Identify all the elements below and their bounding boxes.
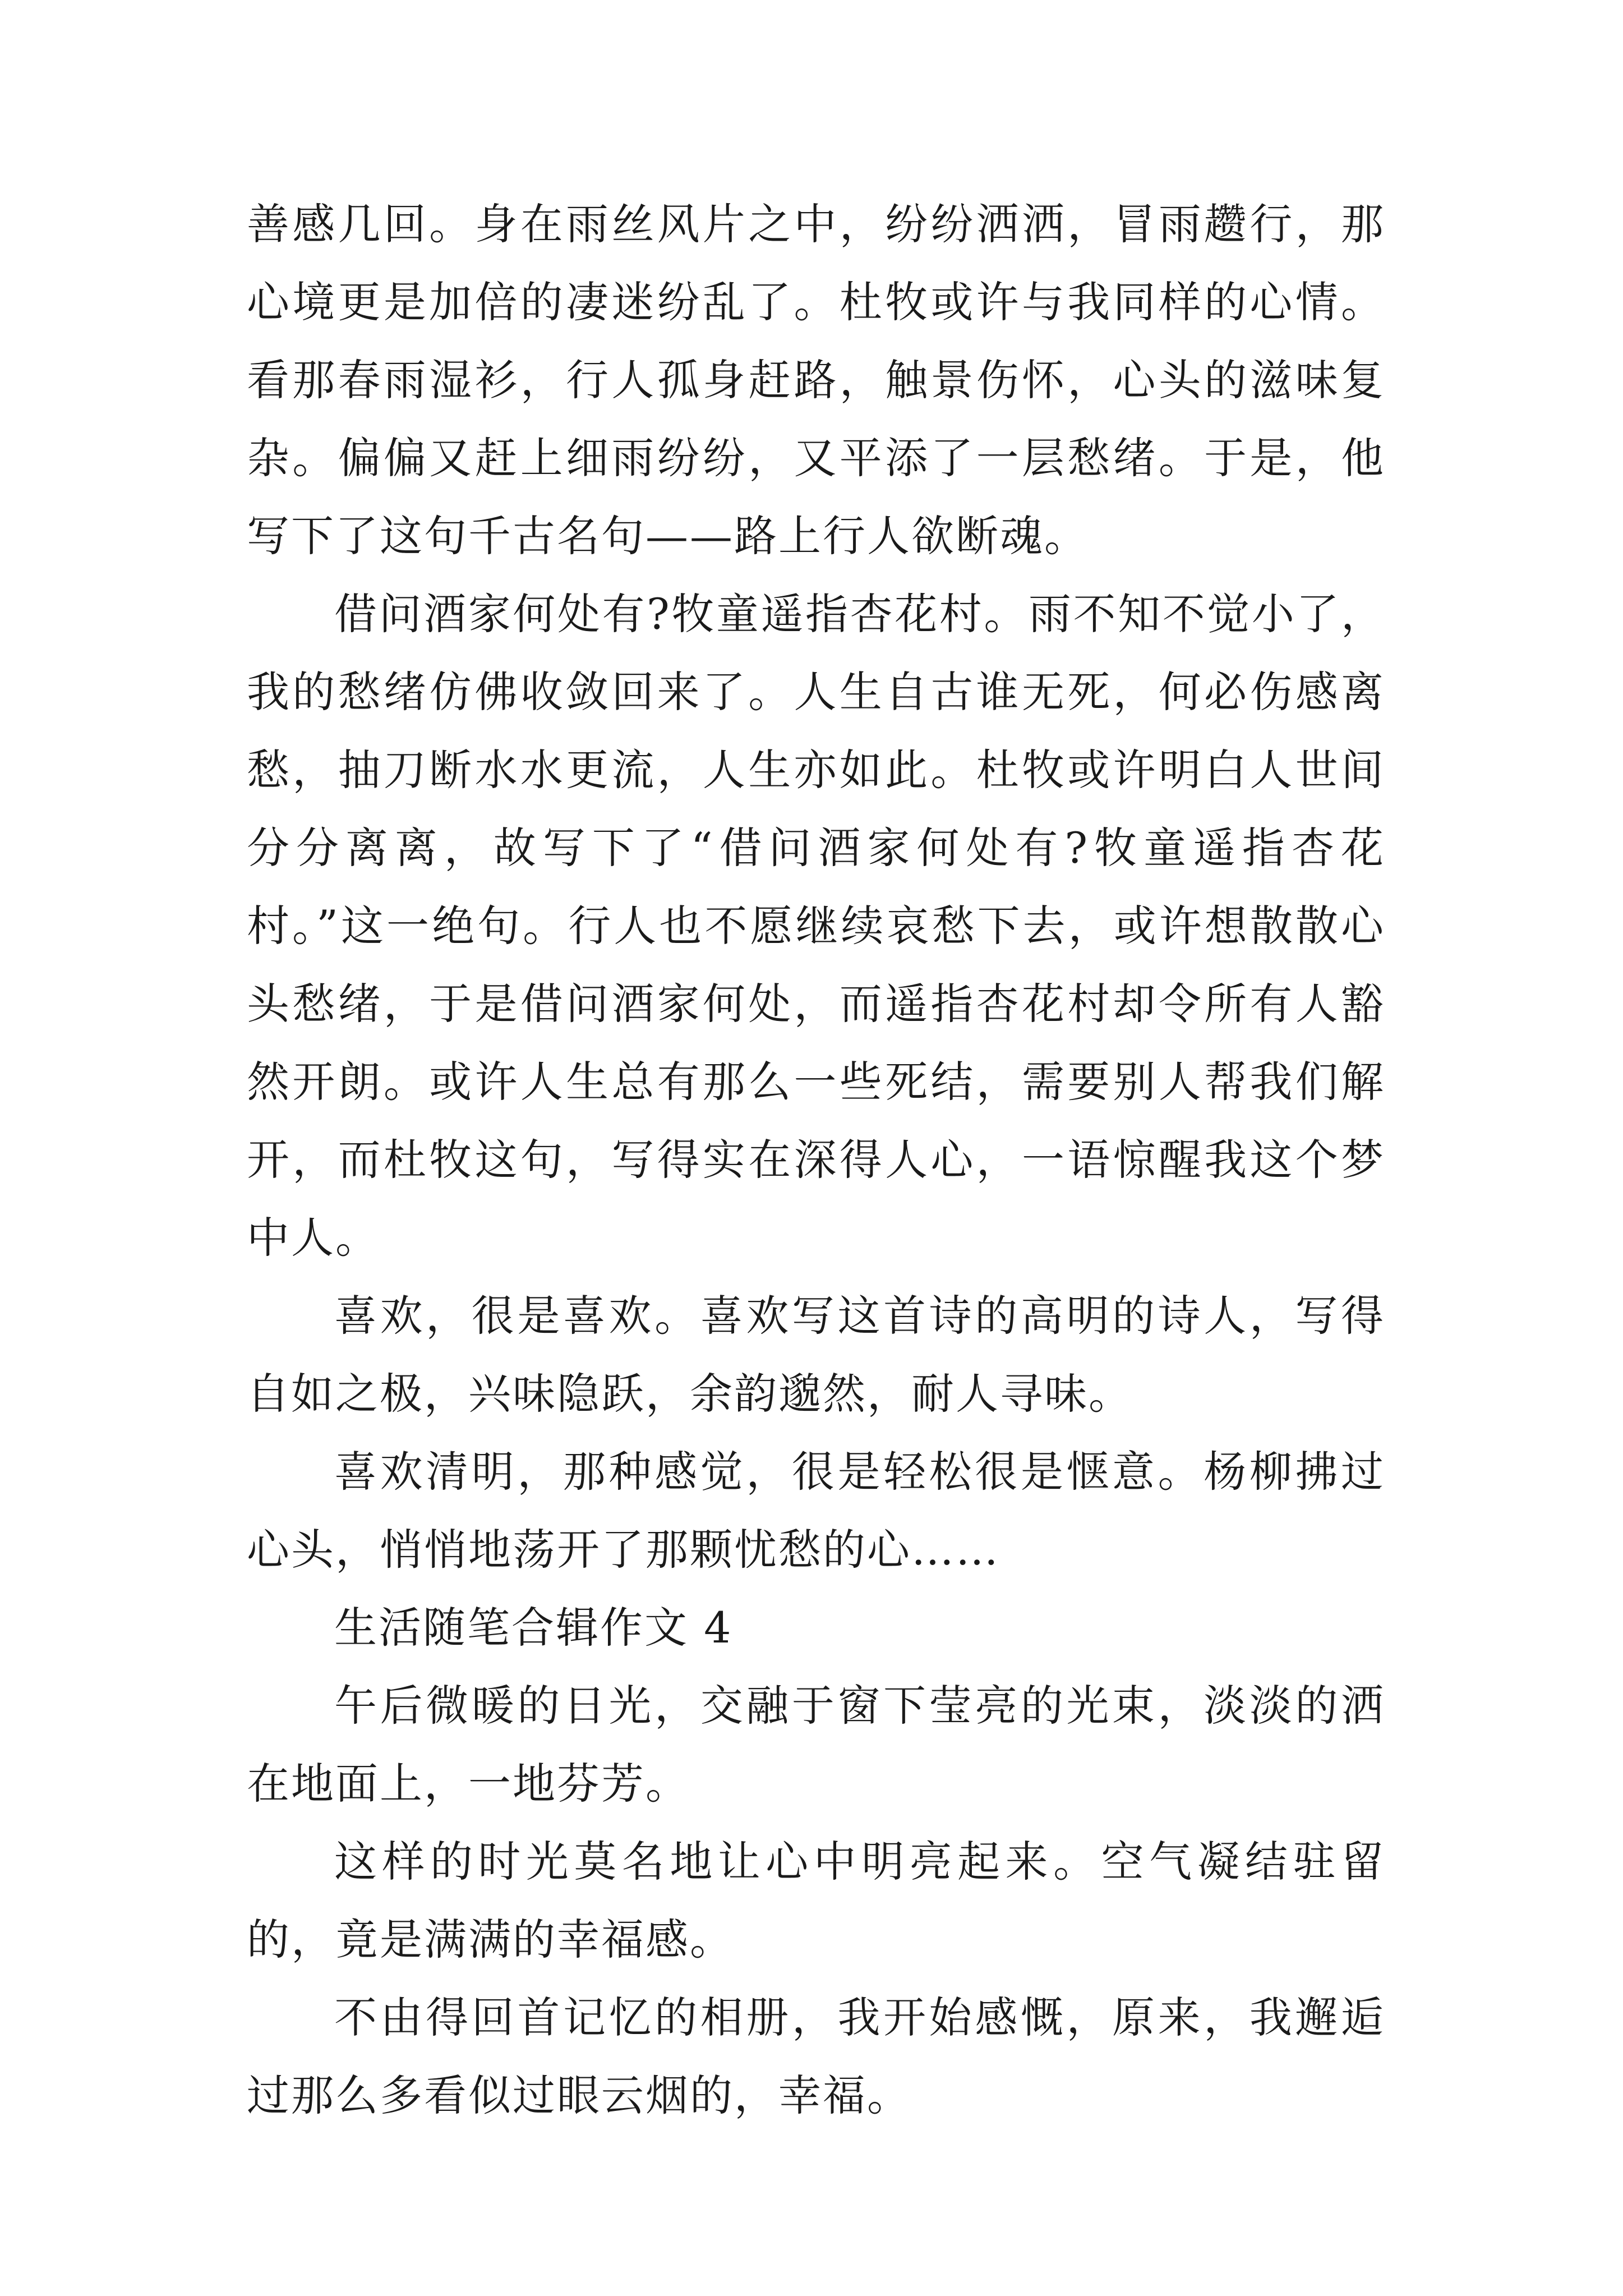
paragraph-huishou: 不由得回首记忆的相册，我开始感慨，原来，我邂逅过那么多看似过眼云烟的，幸福。 <box>247 1993 1385 2120</box>
paragraph-shiguang: 这样的时光莫名地让心中明亮起来。空气凝结驻留的，竟是满满的幸福感。 <box>247 1837 1385 1964</box>
paragraph-xihuan: 喜欢，很是喜欢。喜欢写这首诗的高明的诗人，写得自如之极，兴味隐跃，余韵邈然，耐人寻味。 <box>247 1291 1385 1419</box>
paragraph-jiewen-jiujia: 借问酒家何处有?牧童遥指杏花村。雨不知不觉小了，我的愁绪仿佛收敛回来了。人生自古谁无死，何必伤感离愁，抽刀断水水更流，人生亦如此。杜牧或许明白人世间分分离离，故写下了“借问酒家何处有?牧童遥指杏花村。”这一绝句。行人也不愿继续哀愁下去，或许想散散心头愁绪，于是借问酒家何处，而遥指杏花村却令所有人豁然开朗。或许人生总有那么一些死结，需要别人帮我们解开，而杜牧这句，写得实在深得人心，一语惊醒我这个梦中人。 <box>247 589 1385 1263</box>
section-heading: 生活随笔合辑作文 4 <box>334 1603 733 1653</box>
paragraph-wuhou: 午后微暖的日光，交融于窗下莹亮的光束，淡淡的洒在地面上，一地芬芳。 <box>247 1681 1385 1809</box>
paragraph-xihuan-qingming: 喜欢清明，那种感觉，很是轻松很是惬意。杨柳拂过心头，悄悄地荡开了那颗忧愁的心…… <box>247 1447 1385 1575</box>
document-body <box>247 185 1385 2134</box>
paragraph-continuation: 善感几回。身在雨丝风片之中，纷纷洒洒，冒雨趱行，那心境更是加倍的凄迷纷乱了。杜牧或许与我同样的心情。看那春雨湿衫，行人孤身赶路，触景伤怀，心头的滋味复杂。偏偏又赶上细雨纷纷，又平添了一层愁绪。于是，他写下了这句千古名句——路上行人欲断魂。 <box>247 199 1385 561</box>
